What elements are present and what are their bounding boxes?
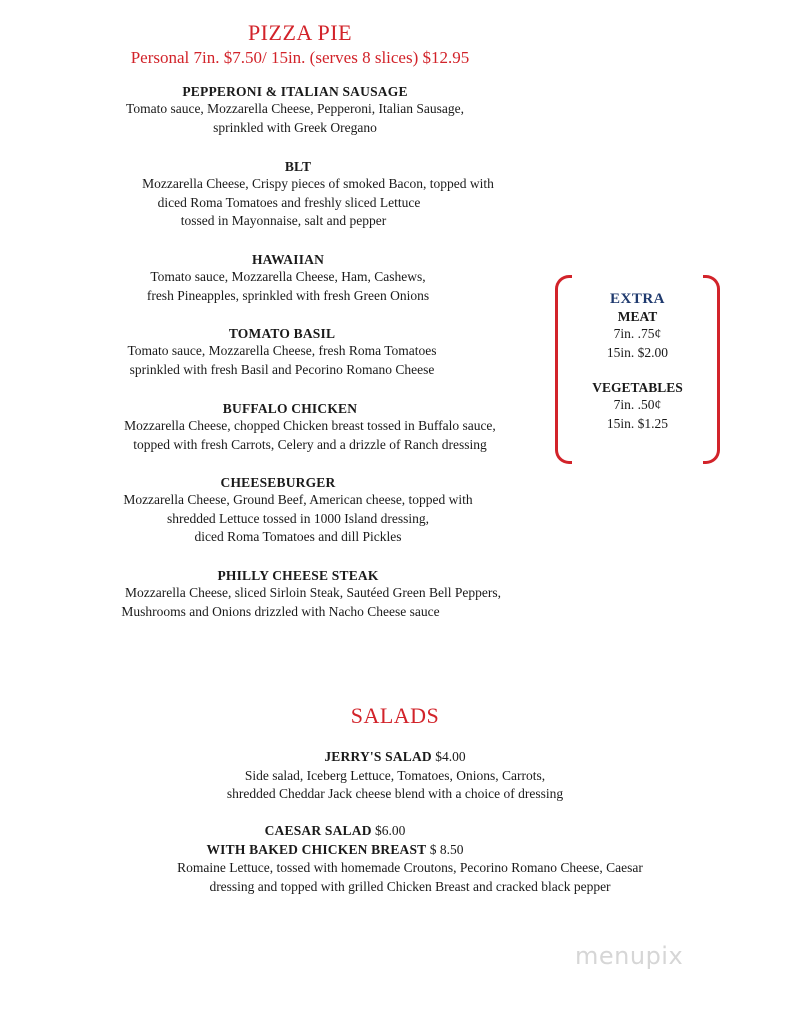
item-desc-line: Side salad, Iceberg Lettuce, Tomatoes, Onions, Carrots, bbox=[244, 767, 546, 783]
item-desc-line: Mozzarella Cheese, Ground Beef, American cheese, topped with bbox=[123, 492, 473, 507]
item-price: $6.00 bbox=[375, 823, 406, 838]
item-desc-line: fresh Pineapples, sprinkled with fresh Green Onions bbox=[146, 287, 430, 303]
item-desc-line: Mozzarella Cheese, sliced Sirloin Steak, Sautéed Green Bell Peppers, bbox=[124, 585, 501, 600]
item-name: CHEESEBURGER bbox=[220, 475, 336, 490]
item-desc-line: Tomato sauce, Mozzarella Cheese, Pepperoni, Italian Sausage, bbox=[126, 101, 464, 116]
menu-item-caesar-salad bbox=[125, 822, 695, 896]
item-desc-line: Mozzarella Cheese, chopped Chicken breast tossed in Buffalo sauce, bbox=[124, 418, 496, 433]
extra-vegetables-large-price: 15in. $1.25 bbox=[606, 415, 669, 431]
item-desc-line: diced Roma Tomatoes and dill Pickles bbox=[194, 529, 402, 544]
item-desc-line: Romaine Lettuce, tossed with homemade Croutons, Pecorino Romano Cheese, Caesar bbox=[177, 860, 643, 875]
item-price-variant: $ 8.50 bbox=[429, 841, 464, 857]
item-name: BUFFALO CHICKEN bbox=[222, 401, 358, 416]
item-name: PEPPERONI & ITALIAN SAUSAGE bbox=[182, 84, 408, 99]
item-desc-line: sprinkled with fresh Basil and Pecorino Romano Cheese bbox=[129, 361, 435, 377]
extra-meat-small-price: 7in. .75¢ bbox=[613, 326, 662, 341]
item-desc-line: Mushrooms and Onions drizzled with Nacho Cheese sauce bbox=[121, 603, 440, 619]
menu-item-cheeseburger bbox=[68, 475, 528, 547]
item-price: $4.00 bbox=[435, 749, 466, 764]
item-desc-line: diced Roma Tomatoes and freshly sliced Lettuce bbox=[157, 194, 421, 210]
extra-meat-large-price: 15in. $2.00 bbox=[606, 344, 669, 360]
menu-item-hawaiian bbox=[58, 252, 518, 305]
item-desc-line: Tomato sauce, Mozzarella Cheese, Ham, Cashews, bbox=[150, 269, 426, 284]
item-desc-line: tossed in Mayonnaise, salt and pepper bbox=[180, 213, 387, 228]
extra-vegetables-label: VEGETABLES bbox=[592, 380, 683, 395]
item-desc-line: shredded Lettuce tossed in 1000 Island dressing, bbox=[166, 510, 430, 526]
menu-item-philly-cheese-steak bbox=[83, 568, 543, 621]
item-name: TOMATO BASIL bbox=[228, 326, 336, 341]
item-name: HAWAIIAN bbox=[251, 252, 325, 267]
item-desc-line: sprinkled with Greek Oregano bbox=[213, 119, 377, 135]
extra-meat-label: MEAT bbox=[617, 309, 658, 324]
menu-item-pepperoni-sausage bbox=[65, 84, 525, 137]
salads-section-title: SALADS bbox=[350, 703, 440, 728]
menu-item-tomato-basil bbox=[52, 326, 512, 379]
extra-toppings-box bbox=[555, 275, 720, 460]
item-desc-line: Mozzarella Cheese, Crispy pieces of smoked Bacon, topped with bbox=[142, 176, 494, 191]
item-name: CAESAR SALAD bbox=[264, 823, 372, 838]
item-desc-line: dressing and topped with grilled Chicken Breast and cracked black pepper bbox=[209, 878, 611, 894]
menu-item-buffalo-chicken bbox=[80, 401, 540, 454]
pizza-section-title: PIZZA PIE bbox=[247, 20, 353, 45]
item-name: JERRY'S SALAD bbox=[324, 749, 432, 764]
pizza-price-line: Personal 7in. $7.50/ 15in. (serves 8 slices) $12.95 bbox=[130, 48, 470, 67]
item-name: BLT bbox=[284, 159, 312, 174]
item-desc-line: Tomato sauce, Mozzarella Cheese, fresh Roma Tomatoes bbox=[127, 343, 437, 358]
item-desc-line: topped with fresh Carrots, Celery and a drizzle of Ranch dressing bbox=[133, 436, 487, 452]
menu-item-blt bbox=[88, 159, 548, 231]
extra-vegetables-small-price: 7in. .50¢ bbox=[613, 397, 662, 412]
menupix-watermark: menupix bbox=[575, 942, 684, 970]
item-desc-line: shredded Cheddar Jack cheese blend with a choice of dressing bbox=[226, 786, 564, 801]
item-name-variant: WITH BAKED CHICKEN BREAST bbox=[206, 841, 427, 857]
extra-title: EXTRA bbox=[609, 291, 665, 307]
menu-item-jerrys-salad bbox=[170, 748, 620, 804]
item-name: PHILLY CHEESE STEAK bbox=[217, 568, 379, 583]
